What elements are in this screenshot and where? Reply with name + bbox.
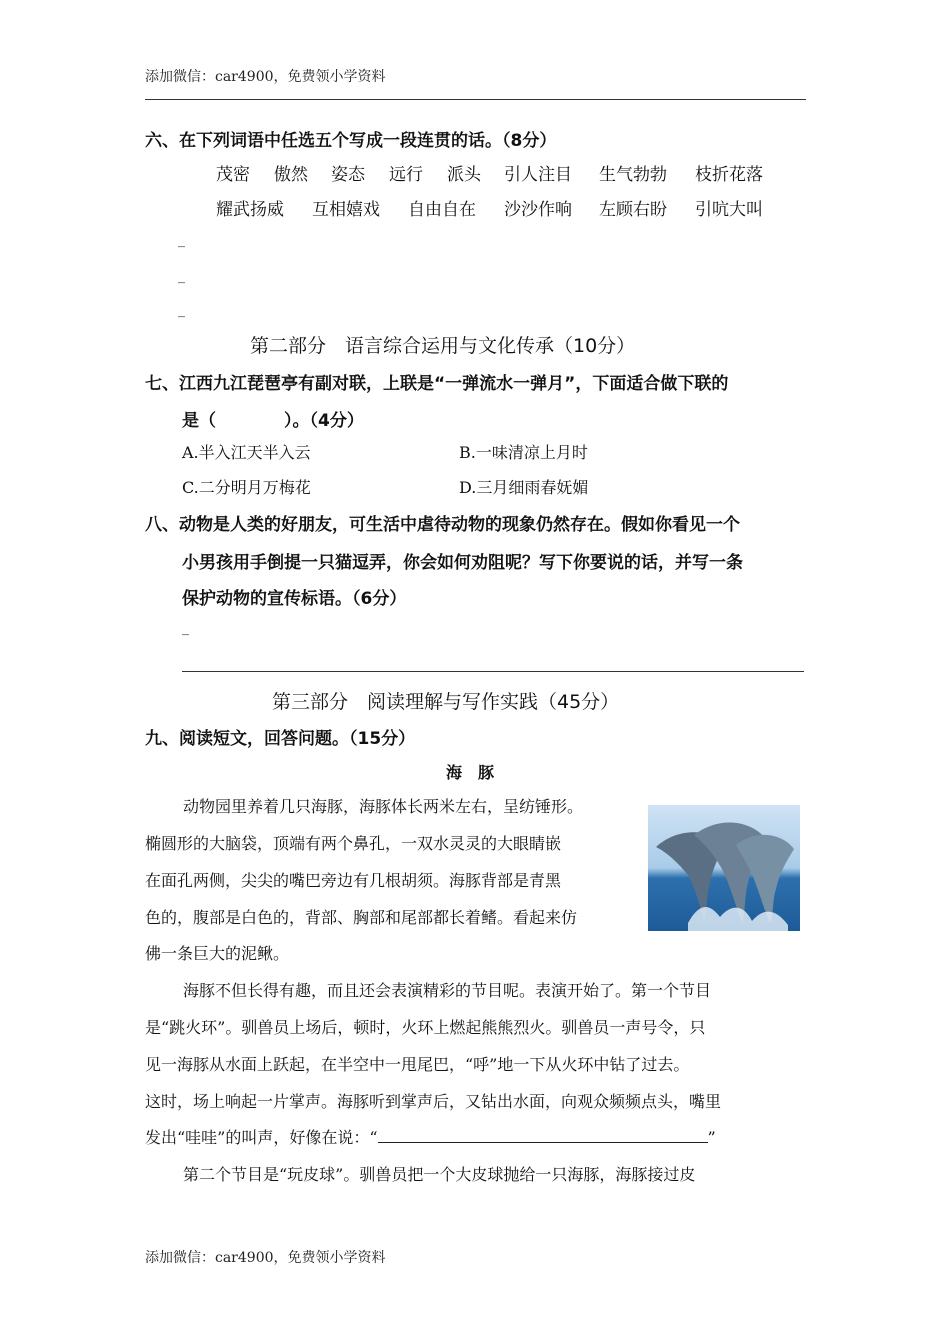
q6-word: 左顾右盼 [599, 200, 667, 220]
article-line: 椭圆形的大脑袋，顶端有两个鼻孔，一双水灵灵的大眼睛嵌 [145, 834, 562, 853]
q8-answer-mark: _ [182, 620, 189, 636]
article-line: 在面孔两侧，尖尖的嘴巴旁边有几根胡须。海豚背部是青黑 [145, 871, 562, 890]
article-line-prefix: 发出“哇哇”的叫声，好像在说：“ [145, 1128, 378, 1147]
q8-answer-line [182, 671, 804, 672]
q8-line-1: 八、动物是人类的好朋友，可生活中虐待动物的现象仍然存在。假如你看见一个 [145, 515, 740, 535]
article-line: 色的，腹部是白色的，背部、胸部和尾部都长着鳍。看起来仿 [145, 908, 578, 927]
q7-line-1: 七、江西九江琵琶亭有副对联，上联是“一弹流水一弹月”，下面适合做下联的 [145, 374, 729, 394]
q6-word: 傲然 [274, 165, 308, 185]
q6-word: 茂密 [216, 165, 250, 185]
article-line: 第二个节目是“玩皮球”。驯兽员把一个大皮球抛给一只海豚，海豚接过皮 [183, 1165, 696, 1184]
part3-title: 第三部分 阅读理解与写作实践（45分） [272, 691, 620, 713]
q6-word: 引人注目 [504, 165, 572, 185]
page-footer: 添加微信：car4900，免费领小学资料 [145, 1250, 386, 1266]
part2-title: 第二部分 语言综合运用与文化传承（10分） [250, 335, 636, 357]
q6-word: 远行 [389, 165, 423, 185]
fill-in-blank[interactable] [378, 1128, 708, 1143]
article-line-with-blank [145, 1125, 716, 1148]
q7-option-b: B.一味清凉上月时 [459, 443, 588, 462]
dolphins-illustration [648, 805, 800, 931]
q6-answer-mark: _ [178, 232, 185, 248]
q9-title: 九、阅读短文，回答问题。（15分） [145, 729, 416, 749]
water-splash [688, 907, 788, 931]
q6-word: 自由自在 [408, 200, 476, 220]
q7-line-2: 是（ ）。（4分） [182, 411, 364, 431]
q8-line-3: 保护动物的宣传标语。（6分） [182, 589, 407, 609]
q6-word: 沙沙作响 [504, 200, 572, 220]
dolphin-image [648, 805, 800, 931]
q6-word: 引吭大叫 [695, 200, 763, 220]
article-line: 是“跳火环”。驯兽员上场后，顿时，火环上燃起熊熊烈火。驯兽员一声号令，只 [145, 1018, 706, 1037]
q6-word: 生气勃勃 [599, 165, 667, 185]
article-line: 海豚不但长得有趣，而且还会表演精彩的节目呢。表演开始了。第一个节目 [183, 981, 712, 1000]
q6-word: 互相嬉戏 [312, 200, 380, 220]
q6-word: 姿态 [331, 165, 365, 185]
q7-option-c: C.二分明月万梅花 [182, 478, 311, 497]
q8-line-2: 小男孩用手倒提一只猫逗弄，你会如何劝阻呢？写下你要说的话，并写一条 [182, 553, 743, 573]
article-line-suffix: ” [707, 1128, 716, 1147]
article-title: 海 豚 [446, 763, 495, 782]
q6-word: 枝折花落 [695, 165, 763, 185]
q7-option-d: D.三月细雨春妩媚 [459, 478, 589, 497]
q6-answer-mark: _ [178, 268, 185, 284]
q6-title: 六、在下列词语中任选五个写成一段连贯的话。（8分） [145, 131, 557, 151]
q7-option-a: A.半入江天半入云 [182, 443, 311, 462]
article-line: 这时，场上响起一片掌声。海豚听到掌声后，又钻出水面，向观众频频点头，嘴里 [145, 1092, 722, 1111]
article-line: 佛一条巨大的泥鳅。 [145, 944, 290, 963]
q6-answer-mark: _ [178, 302, 185, 318]
header-rule [145, 99, 806, 100]
page-header: 添加微信：car4900，免费领小学资料 [145, 69, 386, 85]
q6-word: 派头 [447, 165, 481, 185]
article-line: 见一海豚从水面上跃起，在半空中一甩尾巴，“呼”地一下从火环中钻了过去。 [145, 1055, 690, 1074]
q6-word: 耀武扬威 [216, 200, 284, 220]
article-line: 动物园里养着几只海豚，海豚体长两米左右，呈纺锤形。 [183, 797, 584, 816]
